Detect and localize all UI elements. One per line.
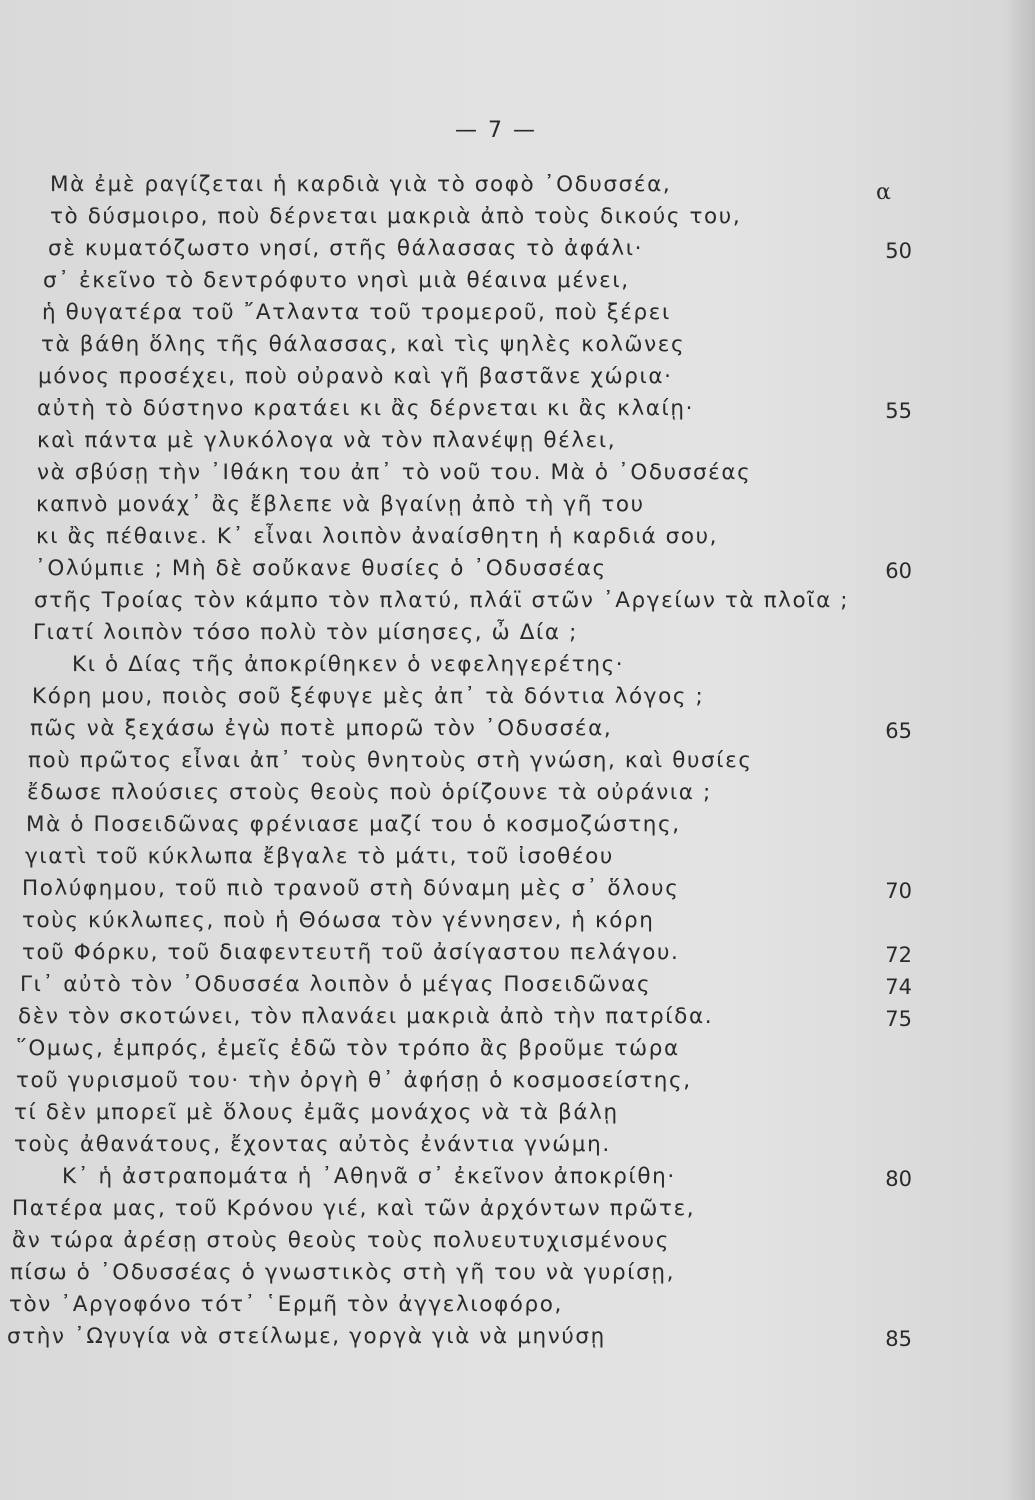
line-number: 72 <box>885 943 912 967</box>
verse-line: καπνὸ μονάχ᾿ ἂς ἔβλεπε νὰ βγαίνῃ ἀπὸ τὴ γῆ του <box>36 492 645 517</box>
page-number: — 7 — <box>455 118 537 143</box>
verse-line: ῞Ομως, ἐμπρός, ἐμεῖς ἐδῶ τὸν τρόπο ἂς βροῦμε τώρα <box>16 1036 680 1061</box>
line-number: 74 <box>885 975 912 999</box>
verse-line: δὲν τὸν σκοτώνει, τὸν πλανάει μακριὰ ἀπὸ τὴν πατρίδα. <box>18 1004 714 1029</box>
verse-line: ἔδωσε πλούσιες στοὺς θεοὺς ποὺ ὁρίζουνε τὰ οὐράνια ; <box>27 780 712 805</box>
line-number: 75 <box>885 1007 912 1031</box>
verse-line: κι ἂς πέθαινε. Κ᾿ εἶναι λοιπὸν ἀναίσθητη ἡ καρδιά σου, <box>36 524 719 549</box>
verse-line: Μὰ ὁ Ποσειδῶνας φρένιασε μαζί του ὁ κοσμοζώστης, <box>26 812 681 837</box>
verse-line: ποὺ πρῶτος εἶναι ἀπ᾿ τοὺς θνητοὺς στὴ γνώση, καὶ θυσίες <box>28 748 753 773</box>
verse-line: Πολύφημου, τοῦ πιὸ τρανοῦ στὴ δύναμη μὲς σ᾿ ὅλους <box>22 876 680 901</box>
line-number: 80 <box>885 1167 912 1191</box>
line-number: 55 <box>885 399 912 423</box>
verse-line: τοῦ Φόρκυ, τοῦ διαφεντευτῆ τοῦ ἀσίγαστου πελάγου. <box>22 940 680 965</box>
verse-line: αὐτὴ τὸ δύστηνο κρατάει κι ἂς δέρνεται κι ἂς κλαίῃ· <box>37 396 695 421</box>
verse-line: Κόρη μου, ποιὸς σοῦ ξέφυγε μὲς ἀπ᾿ τὰ δόντια λόγος ; <box>32 684 705 709</box>
verse-line: τί δὲν μπορεῖ μὲ ὅλους ἐμᾶς μονάχος νὰ τὰ βάλῃ <box>14 1100 619 1125</box>
verse-line: καὶ πάντα μὲ γλυκόλογα νὰ τὸν πλανέψῃ θέλει, <box>37 428 617 453</box>
verse-line: στῆς Τροίας τὸν κάμπο τὸν πλατύ, πλάϊ στῶν ᾿Αργείων τὰ πλοῖα ; <box>34 588 850 613</box>
verse-line: τοὺς ἀθανάτους, ἔχοντας αὐτὸς ἐνάντια γνώμη. <box>14 1132 611 1157</box>
line-number: 60 <box>885 559 912 583</box>
verse-line: πίσω ὁ ᾿Οδυσσέας ὁ γνωστικὸς στὴ γῆ του νὰ γυρίσῃ, <box>10 1260 676 1285</box>
verse-line: τοὺς κύκλωπες, ποὺ ἡ Θόωσα τὸν γέννησεν, ἡ κόρη <box>22 908 655 933</box>
verse-line: σ᾿ ἐκεῖνο τὸ δεντρόφυτο νησὶ μιὰ θέαινα μένει, <box>43 268 630 293</box>
verse-line: μόνος προσέχει, ποὺ οὐρανὸ καὶ γῆ βαστᾶνε χώρια· <box>38 364 673 389</box>
verse-line: Γιατί λοιπὸν τόσο πολὺ τὸν μίσησες, ὦ Δία ; <box>33 620 578 645</box>
verse-line: Κι ὁ Δίας τῆς ἀποκρίθηκεν ὁ νεφεληγερέτης· <box>72 652 625 677</box>
verse-line: Γι᾿ αὐτὸ τὸν ᾿Οδυσσέα λοιπὸν ὁ μέγας Ποσειδῶνας <box>20 972 652 997</box>
verse-line: ᾿Ολύμπιε ; Μὴ δὲ σοὔκανε θυσίες ὁ ᾿Οδυσσέας <box>35 556 607 581</box>
verse-line: τὸν ᾿Αργοφόνο τότ᾿ ῾Ερμῆ τὸν ἀγγελιοφόρο, <box>9 1292 563 1317</box>
verse-line: Κ᾿ ἡ ἀστραπομάτα ἡ ᾿Αθηνᾶ σ᾿ ἐκεῖνον ἀποκρίθη· <box>62 1164 676 1189</box>
verse-line: νὰ σβύσῃ τὴν ᾿Ιθάκη του ἀπ᾿ τὸ νοῦ του. Μὰ ὁ ᾿Οδυσσέας <box>37 460 752 485</box>
verse-line: ἡ θυγατέρα τοῦ ῎Ατλαντα τοῦ τρομεροῦ, ποὺ ξέρει <box>42 300 671 325</box>
line-number: 65 <box>885 719 912 743</box>
verse-line: Πατέρα μας, τοῦ Κρόνου γιέ, καὶ τῶν ἀρχόντων πρῶτε, <box>12 1196 696 1221</box>
verse-line: τοῦ γυρισμοῦ του· τὴν ὀργὴ θ᾿ ἀφήσῃ ὁ κοσμοσείστης, <box>16 1068 692 1093</box>
line-number: 70 <box>885 879 912 903</box>
line-number: 50 <box>885 239 912 263</box>
verse-line: γιατὶ τοῦ κύκλωπα ἔβγαλε τὸ μάτι, τοῦ ἰσοθέου <box>25 844 614 869</box>
verse-line: σὲ κυματόζωστο νησί, στῆς θάλασσας τὸ ἀφάλι· <box>48 236 644 261</box>
line-number: 85 <box>885 1327 912 1351</box>
verse-line: στὴν ᾿Ωγυγία νὰ στείλωμε, γοργὰ γιὰ νὰ μηνύσῃ <box>7 1324 606 1349</box>
verse-line: τὸ δύσμοιρο, ποὺ δέρνεται μακριὰ ἀπὸ τοὺς δικούς του, <box>50 204 742 229</box>
verse-line: τὰ βάθη ὅλης τῆς θάλασσας, καὶ τὶς ψηλὲς κολῶνες <box>41 332 686 357</box>
verse-line: Μὰ ἐμὲ ραγίζεται ἡ καρδιὰ γιὰ τὸ σοφὸ ᾿Οδυσσέα, <box>50 172 672 197</box>
section-mark: α <box>876 180 891 205</box>
verse-line: ἂν τώρα ἀρέσῃ στοὺς θεοὺς τοὺς πολυευτυχισμένους <box>12 1228 670 1253</box>
verse-line: πῶς νὰ ξεχάσω ἐγὼ ποτὲ μπορῶ τὸν ᾿Οδυσσέα, <box>30 716 613 741</box>
